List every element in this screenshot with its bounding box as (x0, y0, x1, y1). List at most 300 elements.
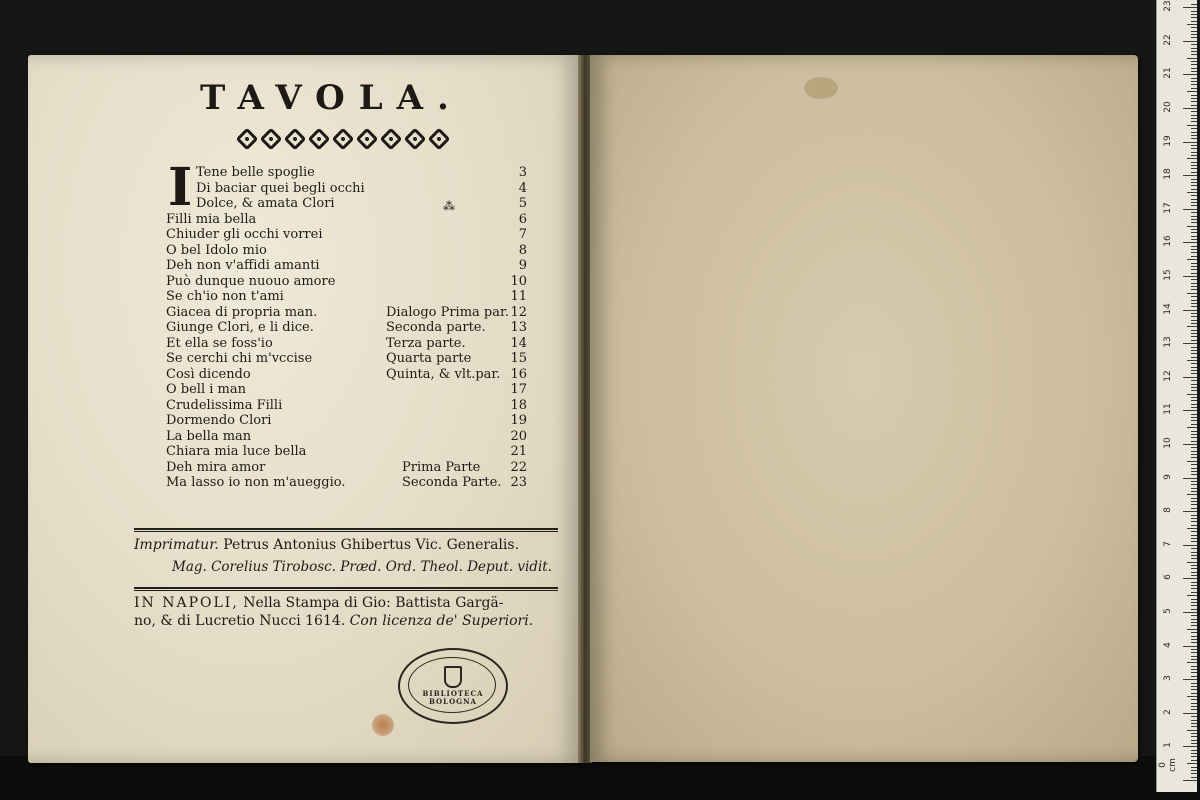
ruler-tick (1187, 158, 1197, 159)
ruler-tick (1187, 58, 1197, 59)
toc-entry-title: Et ella se foss'io (166, 335, 273, 351)
toc-entry-page: 22 (510, 459, 527, 475)
ruler-label: 3 (1163, 675, 1173, 682)
ruler-tick (1191, 431, 1197, 432)
ruler-tick (1183, 511, 1197, 512)
ruler-tick (1191, 689, 1197, 690)
toc-entry-title: Deh mira amor (166, 459, 266, 475)
ruler-tick (1187, 326, 1197, 327)
ruler-tick (1187, 629, 1197, 630)
ruler-tick (1191, 726, 1197, 727)
ruler-tick (1191, 289, 1197, 290)
toc-entry-section: Quinta, & vlt.par. (386, 366, 501, 382)
ruler-tick (1191, 61, 1197, 62)
page-heading: TAVOLA. (200, 78, 463, 118)
ruler-tick (1183, 310, 1197, 311)
ruler-tick (1191, 182, 1197, 183)
toc-entry-page: 7 (518, 227, 527, 242)
ruler-tick (1191, 367, 1197, 368)
ruler-tick (1191, 168, 1197, 169)
ornament-glyph (260, 128, 282, 150)
ruler-tick (1191, 404, 1197, 405)
ruler-tick (1191, 68, 1197, 69)
ruler-tick (1187, 360, 1197, 361)
ruler-tick (1191, 555, 1197, 556)
ruler-tick (1191, 162, 1197, 163)
ruler-tick (1191, 504, 1197, 505)
ruler-tick (1191, 246, 1197, 247)
ruler-tick (1191, 212, 1197, 213)
toc-entry-page: 23 (510, 475, 527, 490)
ruler-tick (1191, 770, 1197, 771)
ruler-tick (1191, 48, 1197, 49)
ruler-tick (1191, 303, 1197, 304)
ruler-tick (1191, 760, 1197, 761)
ruler-tick (1183, 74, 1197, 75)
ruler-tick (1191, 669, 1197, 670)
ruler-tick (1191, 155, 1197, 156)
ruler-tick (1183, 276, 1197, 277)
ruler-tick (1191, 205, 1197, 206)
ruler-tick (1191, 273, 1197, 274)
ruler-tick (1191, 172, 1197, 173)
toc-entry-title: O bell i man (166, 382, 246, 397)
ruler-label: 11 (1163, 403, 1173, 416)
ruler-tick (1191, 347, 1197, 348)
ruler-tick (1183, 545, 1197, 546)
ruler-tick (1191, 605, 1197, 606)
ornament-glyph (428, 128, 450, 150)
ruler-tick (1191, 51, 1197, 52)
ruler-tick (1191, 21, 1197, 22)
ruler-label: 5 (1163, 608, 1173, 614)
ruler-tick (1183, 679, 1197, 680)
ruler-tick (1191, 565, 1197, 566)
ruler-tick (1191, 498, 1197, 499)
ruler-tick (1191, 115, 1197, 116)
ruler-tick (1191, 249, 1197, 250)
ruler-tick (1191, 101, 1197, 102)
ruler-tick (1191, 632, 1197, 633)
ruler-tick (1191, 195, 1197, 196)
ruler-tick (1191, 508, 1197, 509)
ruler-tick (1191, 252, 1197, 253)
ruler-tick (1183, 175, 1197, 176)
divider-rule (134, 590, 558, 591)
ruler-tick (1183, 578, 1197, 579)
ruler-tick (1191, 756, 1197, 757)
ruler-label: 18 (1163, 168, 1173, 180)
ruler-tick (1191, 236, 1197, 237)
ruler-tick (1191, 357, 1197, 358)
ruler-tick (1191, 54, 1197, 55)
ruler-tick (1191, 518, 1197, 519)
ruler-tick (1191, 71, 1197, 72)
divider-rule (134, 528, 558, 530)
ruler-tick (1191, 105, 1197, 106)
ruler-tick (1191, 363, 1197, 364)
ruler-label: 16 (1163, 235, 1173, 248)
ruler-tick (1191, 592, 1197, 593)
divider-rule (134, 531, 558, 532)
ruler-tick (1191, 481, 1197, 482)
paper-stain (372, 714, 394, 736)
ruler-tick (1191, 353, 1197, 354)
toc-entry-section: Prima Parte (402, 459, 481, 475)
ruler-tick (1191, 152, 1197, 153)
imprimatur-line (134, 537, 519, 553)
ruler-tick (1191, 609, 1197, 610)
ruler-tick (1191, 572, 1197, 573)
ruler-tick (1191, 699, 1197, 700)
ruler-tick (1191, 767, 1197, 768)
ruler-tick (1191, 37, 1197, 38)
ruler-tick (1191, 330, 1197, 331)
ruler-tick (1191, 447, 1197, 448)
ruler-label: 6 (1163, 574, 1173, 581)
ruler-tick (1191, 300, 1197, 301)
ruler-tick (1191, 132, 1197, 133)
ruler-tick (1191, 44, 1197, 45)
ruler-label: 23 (1163, 0, 1173, 12)
toc-entry-title: Dormendo Clori (166, 413, 272, 428)
ruler-tick (1191, 320, 1197, 321)
ruler-tick (1191, 521, 1197, 522)
ruler-tick (1183, 41, 1197, 42)
ruler-tick (1191, 683, 1197, 684)
ruler-tick (1191, 656, 1197, 657)
ruler-tick (1183, 713, 1197, 714)
ruler-tick (1191, 380, 1197, 381)
ruler-tick (1191, 743, 1197, 744)
ruler-label: 12 (1163, 370, 1173, 382)
ruler-tick (1191, 279, 1197, 280)
asterism-mark: ⁂ (443, 199, 455, 213)
ruler-tick (1183, 478, 1197, 479)
ruler-tick (1191, 189, 1197, 190)
ruler-tick (1191, 420, 1197, 421)
ruler-tick (1191, 599, 1197, 600)
ruler-label: 7 (1163, 540, 1173, 547)
colophon-text: Nella Stampa di Gio: Battista Gargä- (238, 595, 504, 611)
ruler-tick (1187, 730, 1197, 731)
ruler-tick (1191, 501, 1197, 502)
ruler-tick (1191, 370, 1197, 371)
colophon-license: Con licenza de' Superiori. (345, 613, 534, 629)
ruler-tick (1191, 471, 1197, 472)
toc-entry-title: Se cerchi chi m'vccise (166, 351, 313, 366)
ruler-tick (1191, 256, 1197, 257)
ruler-tick (1191, 750, 1197, 751)
toc-entry-page: 4 (518, 180, 527, 196)
ornamental-border (236, 128, 456, 154)
ruler-label: 15 (1163, 269, 1173, 281)
ruler-tick (1191, 400, 1197, 401)
ruler-label: 19 (1163, 134, 1173, 147)
toc-entry-title: Crudelissima Filli (166, 397, 283, 413)
ruler-tick (1191, 350, 1197, 351)
toc-entry-page: 21 (510, 444, 527, 459)
toc-entry-title: Se ch'io non t'ami (166, 289, 284, 304)
ruler-tick (1191, 417, 1197, 418)
ruler-tick (1191, 84, 1197, 85)
ruler-tick (1187, 293, 1197, 294)
ruler-tick (1191, 216, 1197, 217)
ruler-tick (1191, 434, 1197, 435)
ruler-tick (1187, 192, 1197, 193)
ruler-label: 17 (1163, 202, 1173, 214)
ruler-tick (1191, 464, 1197, 465)
ruler-tick (1191, 407, 1197, 408)
ruler-label: 1 (1163, 742, 1173, 749)
ruler-tick (1191, 118, 1197, 119)
ruler-label: 21 (1163, 67, 1173, 80)
ruler-tick (1191, 568, 1197, 569)
ruler-label: 8 (1163, 507, 1173, 514)
ruler-tick (1191, 649, 1197, 650)
ruler-tick (1191, 619, 1197, 620)
toc-entry-title: Filli mia bella (166, 211, 257, 227)
ruler-tick (1191, 538, 1197, 539)
ruler-label: 22 (1163, 34, 1173, 46)
ruler-tick (1187, 494, 1197, 495)
ruler-tick (1191, 736, 1197, 737)
ruler-tick (1191, 457, 1197, 458)
ruler-tick (1191, 373, 1197, 374)
ruler-label: 20 (1163, 101, 1173, 113)
measurement-ruler (1156, 0, 1197, 792)
toc-entry-section: Seconda parte. (386, 320, 486, 335)
left-page (28, 55, 582, 763)
ruler-tick (1191, 552, 1197, 553)
ruler-tick (1191, 437, 1197, 438)
ruler-tick (1183, 209, 1197, 210)
toc-entry-page: 16 (510, 366, 527, 382)
ruler-tick (1191, 296, 1197, 297)
ruler-tick (1183, 780, 1197, 781)
ruler-tick (1191, 706, 1197, 707)
ornament-glyph (308, 128, 330, 150)
ruler-tick (1191, 390, 1197, 391)
ruler-unit: 0 cm (1158, 758, 1178, 772)
ruler-tick (1191, 316, 1197, 317)
ruler-tick (1191, 229, 1197, 230)
ruler-tick (1191, 441, 1197, 442)
ruler-tick (1191, 672, 1197, 673)
ruler-tick (1183, 410, 1197, 411)
toc-entry-title: Di baciar quei begli occhi (196, 180, 365, 196)
ruler-tick (1191, 491, 1197, 492)
ruler-label: 2 (1163, 708, 1173, 715)
ruler-tick (1191, 306, 1197, 307)
ruler-tick (1183, 343, 1197, 344)
toc-entry-title: Deh non v'affidi amanti (166, 258, 320, 273)
ruler-tick (1191, 78, 1197, 79)
ruler-tick (1187, 125, 1197, 126)
ruler-label: 4 (1163, 641, 1173, 648)
ruler-tick (1191, 703, 1197, 704)
ruler-tick (1191, 639, 1197, 640)
ruler-tick (1191, 14, 1197, 15)
ruler-label: 9 (1163, 473, 1173, 480)
toc-entry-title: Chiuder gli occhi vorrei (166, 227, 323, 242)
ruler-tick (1187, 696, 1197, 697)
ruler-tick (1191, 615, 1197, 616)
ruler-tick (1191, 31, 1197, 32)
paper-stain (804, 77, 838, 99)
ruler-tick (1191, 135, 1197, 136)
ruler-tick (1191, 686, 1197, 687)
ruler-tick (1183, 377, 1197, 378)
ruler-tick (1191, 558, 1197, 559)
toc-entry-page: 6 (518, 211, 527, 227)
ruler-tick (1191, 777, 1197, 778)
ruler-tick (1191, 414, 1197, 415)
ruler-tick (1191, 773, 1197, 774)
colophon-line-2 (134, 613, 533, 629)
ruler-tick (1191, 232, 1197, 233)
imprimatur-text: Petrus Antonius Ghibertus Vic. Generalis. (218, 537, 520, 553)
ruler-tick (1183, 7, 1197, 8)
ruler-tick (1191, 95, 1197, 96)
ruler-tick (1191, 515, 1197, 516)
ruler-tick (1191, 219, 1197, 220)
ruler-tick (1191, 622, 1197, 623)
ornament-glyph (404, 128, 426, 150)
library-stamp (398, 648, 508, 724)
ruler-tick (1191, 531, 1197, 532)
toc-entry-title: La bella man (166, 428, 252, 444)
ornament-glyph (284, 128, 306, 150)
ruler-tick (1187, 394, 1197, 395)
ruler-tick (1191, 64, 1197, 65)
ruler-tick (1183, 444, 1197, 445)
ruler-tick (1191, 88, 1197, 89)
ruler-tick (1191, 387, 1197, 388)
toc-entry-page: 19 (510, 413, 527, 428)
ruler-tick (1191, 488, 1197, 489)
ruler-tick (1191, 384, 1197, 385)
toc-entry-page: 20 (510, 428, 527, 444)
ruler-tick (1191, 753, 1197, 754)
ruler-tick (1191, 451, 1197, 452)
ruler-tick (1191, 548, 1197, 549)
toc-entry-title: Tene belle spoglie (196, 165, 315, 180)
ruler-tick (1183, 746, 1197, 747)
ruler-label: 10 (1163, 437, 1173, 449)
ruler-tick (1191, 11, 1197, 12)
ruler-label: 14 (1163, 302, 1173, 315)
ruler-tick (1191, 484, 1197, 485)
ruler-tick (1191, 733, 1197, 734)
ruler-tick (1191, 111, 1197, 112)
toc-entry-page: 10 (510, 273, 527, 289)
ruler-tick (1187, 91, 1197, 92)
ruler-tick (1187, 427, 1197, 428)
stamp-text-2: BOLOGNA (429, 697, 477, 706)
ruler-tick (1187, 662, 1197, 663)
ruler-tick (1191, 424, 1197, 425)
ruler-tick (1187, 562, 1197, 563)
ruler-tick (1191, 333, 1197, 334)
imprimatur-label: Imprimatur. (134, 537, 219, 553)
ornament-glyph (236, 128, 258, 150)
ruler-tick (1191, 716, 1197, 717)
right-page-blank (590, 55, 1138, 762)
ruler-tick (1191, 17, 1197, 18)
ruler-tick (1191, 239, 1197, 240)
toc-entry-page: 5 (518, 196, 527, 211)
ruler-tick (1191, 202, 1197, 203)
ruler-tick (1191, 222, 1197, 223)
toc-entry-page: 14 (510, 335, 527, 351)
ruler-tick (1183, 142, 1197, 143)
ornament-glyph (332, 128, 354, 150)
approval-line: Mag. Corelius Tirobosc. Præd. Ord. Theol. Deput. vidit. (172, 559, 552, 575)
ruler-tick (1191, 165, 1197, 166)
toc-entry-section: Quarta parte (386, 351, 472, 366)
ruler-tick (1191, 185, 1197, 186)
ruler-label: 13 (1163, 336, 1173, 348)
divider-rule (134, 587, 558, 589)
toc-entry-title: Può dunque nuouo amore (166, 273, 336, 289)
toc-entry-title: O bel Idolo mio (166, 242, 267, 258)
ruler-tick (1191, 723, 1197, 724)
ruler-tick (1191, 659, 1197, 660)
ruler-tick (1191, 34, 1197, 35)
ruler-tick (1191, 121, 1197, 122)
toc-entry-title: Così dicendo (166, 366, 251, 382)
toc-entry-title: Dolce, & amata Clori (196, 196, 335, 211)
ruler-tick (1187, 226, 1197, 227)
ruler-tick (1191, 283, 1197, 284)
toc-entry-section: Terza parte. (386, 335, 466, 351)
ruler-tick (1191, 468, 1197, 469)
ruler-tick (1191, 266, 1197, 267)
ruler-tick (1191, 740, 1197, 741)
toc-entry-page: 9 (518, 258, 527, 273)
ruler-tick (1191, 138, 1197, 139)
colophon-line-1 (134, 595, 503, 611)
ruler-tick (1191, 525, 1197, 526)
ruler-tick (1191, 666, 1197, 667)
ruler-tick (1191, 642, 1197, 643)
ruler-tick (1191, 27, 1197, 28)
ruler-tick (1191, 720, 1197, 721)
ornament-glyph (380, 128, 402, 150)
ruler-tick (1191, 652, 1197, 653)
ruler-tick (1183, 646, 1197, 647)
toc-entry-section: Seconda Parte. (402, 475, 502, 490)
ruler-tick (1187, 24, 1197, 25)
ruler-tick (1191, 323, 1197, 324)
ruler-tick (1191, 582, 1197, 583)
ruler-tick (1183, 242, 1197, 243)
stamp-text-1: BIBLIOTECA (422, 689, 484, 698)
ruler-tick (1191, 709, 1197, 710)
ruler-tick (1191, 585, 1197, 586)
ruler-tick (1191, 81, 1197, 82)
ruler-tick (1191, 128, 1197, 129)
ruler-tick (1191, 602, 1197, 603)
ruler-tick (1191, 263, 1197, 264)
toc-entry-page: 17 (510, 382, 527, 397)
toc-entry-page: 3 (518, 165, 527, 180)
colophon-printer: no, & di Lucretio Nucci 1614. (134, 613, 346, 629)
stamp-inner-ring (408, 657, 496, 713)
drop-cap: I (168, 157, 193, 218)
ruler-tick (1191, 336, 1197, 337)
